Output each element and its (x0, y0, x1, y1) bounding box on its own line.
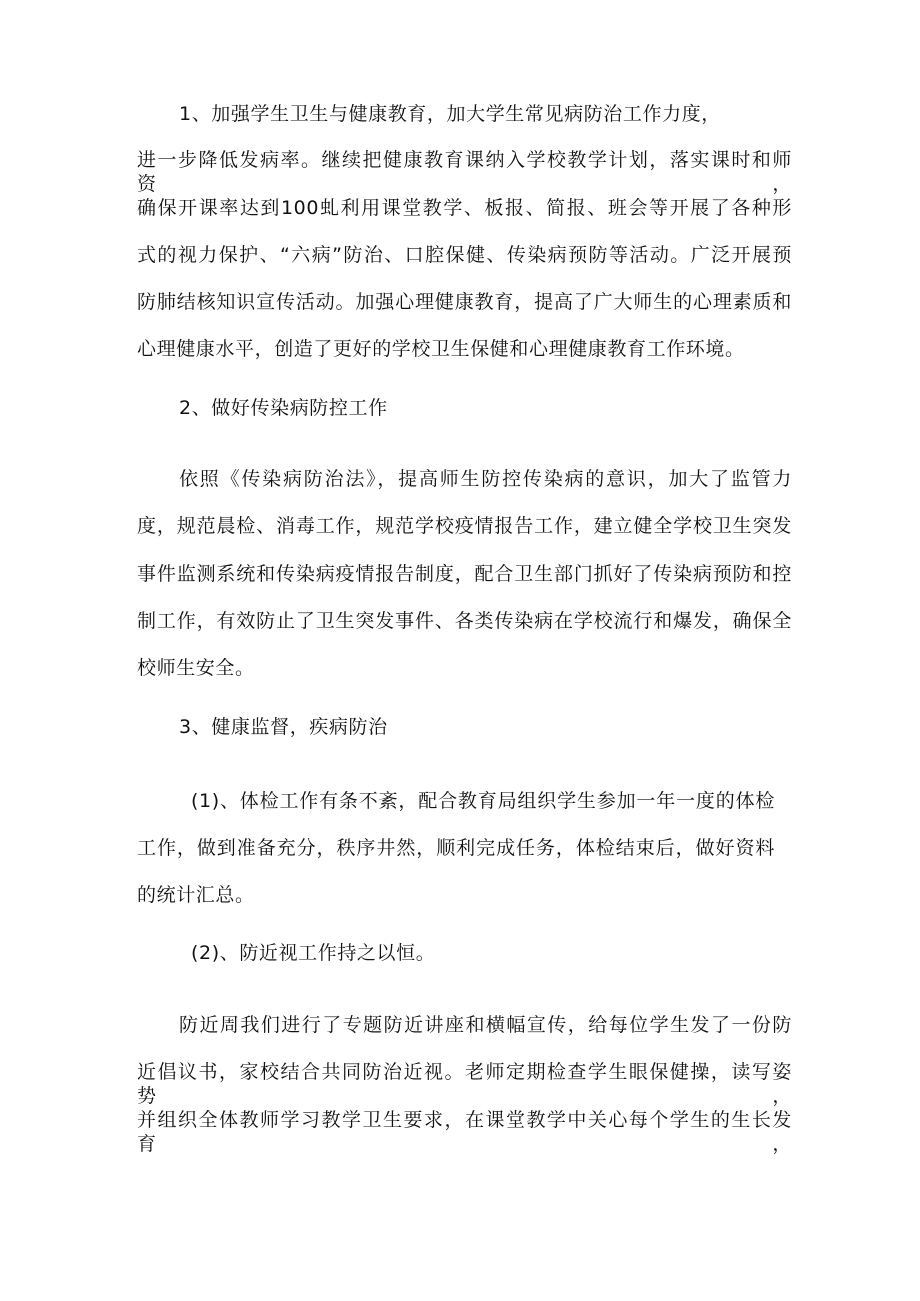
text-line: 心理健康水平，创造了更好的学校卫生保健和心理健康教育工作环境。 (137, 338, 745, 360)
text-line: 度，规范晨检、消毒工作，规范学校疫情报告工作，建立健全学校卫生突发 (137, 515, 792, 537)
text-line: 确保开课率达到100虬利用课堂教学、板报、简报、班会等开展了各种形 (137, 197, 792, 219)
text-line: 近倡议书，家校结合共同防治近视。老师定期检查学生眼保健操，读写姿势， (137, 1061, 792, 1107)
text-line: 防肺结核知识宣传活动。加强心理健康教育，提高了广大师生的心理素质和 (137, 291, 792, 313)
text-line: 依照《传染病防治法》，提高师生防控传染病的意识，加大了监管力 (179, 468, 792, 490)
section-heading: (2)、防近视工作持之以恒。 (191, 942, 436, 964)
text-line: 校师生安全。 (137, 657, 255, 679)
text-line: 防近周我们进行了专题防近讲座和横幅宣传，给每位学生发了一份防 (179, 1014, 792, 1036)
text-line: (1)、体检工作有条不紊，配合教育局组织学生参加一年一度的体检 (191, 790, 775, 812)
text-line: 事件监测系统和传染病疫情报告制度，配合卫生部门抓好了传染病预防和控 (137, 563, 792, 585)
text-line: 的统计汇总。 (137, 884, 255, 906)
text-line: 制工作，有效防止了卫生突发事件、各类传染病在学校流行和爆发，确保全 (137, 610, 792, 632)
text-line: 进一步降低发病率。继续把健康教育课纳入学校教学计划，落实课时和师资， (137, 149, 792, 195)
text-line: 1、加强学生卫生与健康教育，加大学生常见病防治工作力度， (179, 103, 721, 125)
text-line: 式的视力保护、“六病”防治、口腔保健、传染病预防等活动。广泛开展预 (137, 244, 792, 266)
section-heading: 3、健康监督，疾病防治 (179, 716, 388, 738)
section-heading: 2、做好传染病防控工作 (179, 397, 388, 419)
text-line: 并组织全体教师学习教学卫生要求，在课堂教学中关心每个学生的生长发育， (137, 1109, 792, 1155)
text-line: 工作，做到准备充分，秩序井然，顺利完成任务，体检结束后，做好资料 (137, 837, 775, 859)
